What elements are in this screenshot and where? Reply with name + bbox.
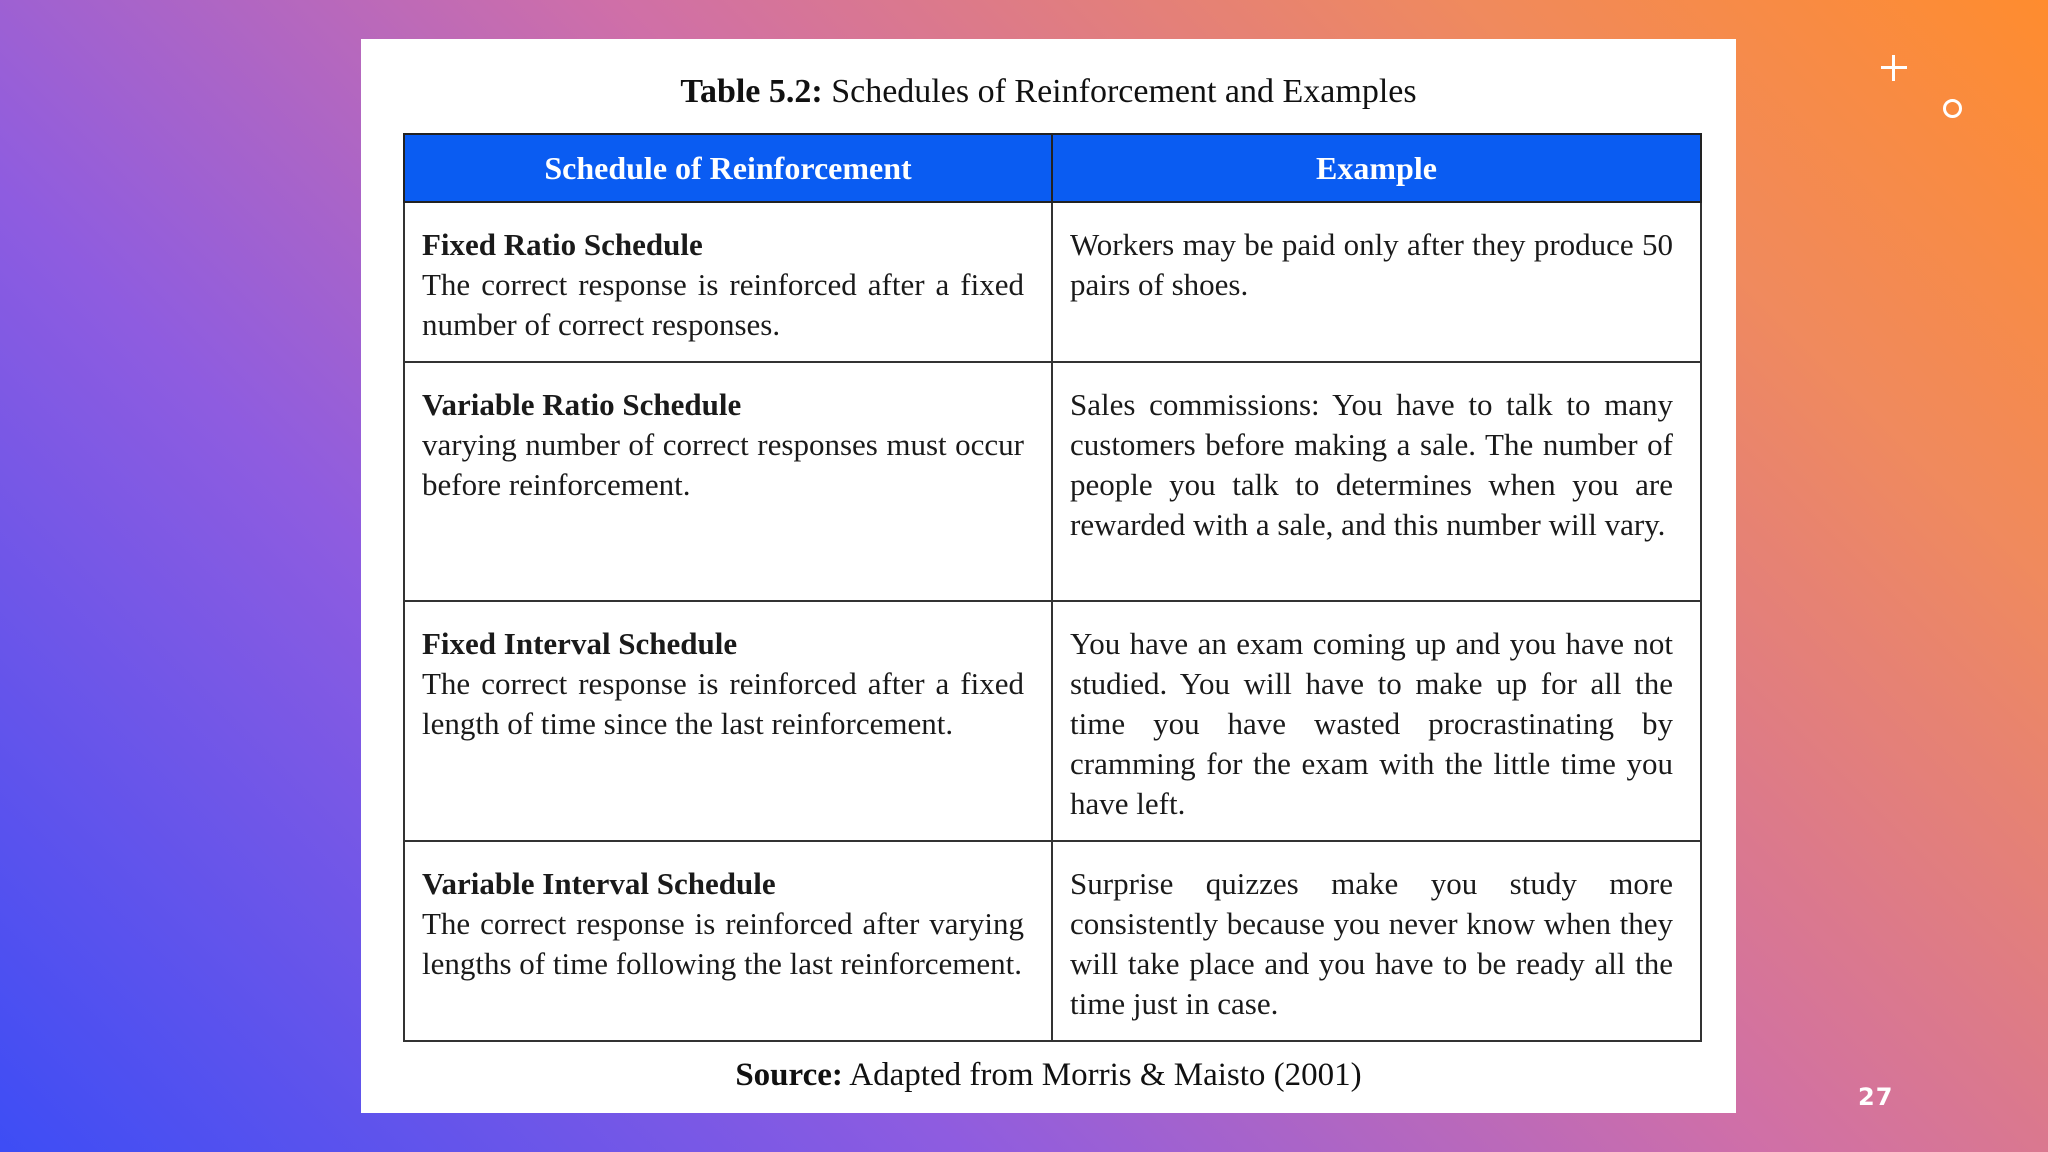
- source-label: Source:: [735, 1057, 843, 1093]
- schedule-name: Variable Ratio Schedule: [422, 387, 742, 422]
- example-cell: Surprise quizzes make you study more consistently because you never know when they will take place and you have to be ready all the time just in case.: [1052, 841, 1701, 1041]
- header-example: Example: [1052, 134, 1701, 202]
- schedule-cell: [404, 601, 1052, 841]
- source-caption: [361, 1057, 1736, 1094]
- schedule-description: The correct response is reinforced after a fixed length of time since the last reinforcement.: [422, 666, 1024, 741]
- table-title-label: Table 5.2:: [680, 73, 823, 110]
- example-cell: Workers may be paid only after they produce 50 pairs of shoes.: [1052, 202, 1701, 362]
- schedule-name: Fixed Ratio Schedule: [422, 227, 703, 262]
- table-row: [404, 601, 1701, 841]
- page-number: 27: [1858, 1083, 1894, 1111]
- table-image: [361, 39, 1736, 1113]
- plus-icon: [1879, 53, 1909, 83]
- table-header-row: [404, 134, 1701, 202]
- schedule-cell: [404, 841, 1052, 1041]
- table-row: [404, 362, 1701, 601]
- header-schedule: Schedule of Reinforcement: [404, 134, 1052, 202]
- table-row: [404, 202, 1701, 362]
- schedule-description: varying number of correct responses must occur before reinforcement.: [422, 427, 1024, 502]
- example-cell: Sales commissions: You have to talk to many customers before making a sale. The number of people you talk to determines when you are rewarded with a sale, and this number will vary.: [1052, 362, 1701, 601]
- table-title-text: Schedules of Reinforcement and Examples: [822, 73, 1417, 110]
- example-cell: You have an exam coming up and you have not studied. You will have to make up for all the time you have wasted procrastinating by cramming for the exam with the little time you have left.: [1052, 601, 1701, 841]
- table-title: [361, 73, 1736, 111]
- schedule-cell: [404, 362, 1052, 601]
- schedule-cell: [404, 202, 1052, 362]
- schedule-description: The correct response is reinforced after a fixed number of correct responses.: [422, 267, 1024, 342]
- circle-icon: [1943, 99, 1962, 118]
- reinforcement-table: [403, 133, 1702, 1042]
- schedule-name: Variable Interval Schedule: [422, 866, 776, 901]
- schedule-description: The correct response is reinforced after varying lengths of time following the last reinforcement.: [422, 906, 1024, 981]
- source-text: Adapted from Morris & Maisto (2001): [842, 1057, 1362, 1093]
- table-row: [404, 841, 1701, 1041]
- schedule-name: Fixed Interval Schedule: [422, 626, 738, 661]
